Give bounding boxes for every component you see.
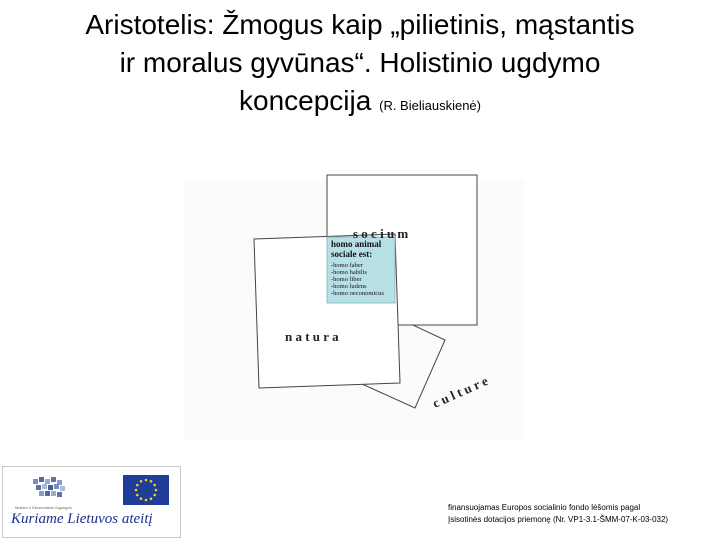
eu-flag-icon <box>123 475 169 505</box>
homo-list-item-1: -homo faber <box>331 262 363 269</box>
holistic-diagram <box>185 170 525 440</box>
homo-list-item-2: -homo habilis <box>331 269 367 276</box>
title-line-3 <box>0 82 720 125</box>
homo-list-item-3: -homo liber <box>331 276 362 283</box>
culture-label: c u l t u r e <box>430 373 491 411</box>
mosaic-emblem-icon <box>33 477 65 497</box>
homo-list-item-5: -homo oeconomicus <box>331 290 384 297</box>
natura-label: n a t u r a <box>285 329 339 344</box>
homo-list-item-4: -homo ludens <box>331 283 367 290</box>
project-logo <box>2 466 181 538</box>
socium-label: s o c i u m <box>353 226 409 241</box>
funding-note <box>448 502 718 526</box>
homo-box-title-1: homo animal <box>331 239 382 249</box>
logo-org-text: Mokslo ir Ekonomikos Sąjungos <box>15 505 72 510</box>
funding-line-1: finansuojamas Europos socialinio fondo lėšomis pagal <box>448 503 641 512</box>
logo-slogan: Kuriame Lietuvos ateitį <box>11 511 153 527</box>
title-line-1: Aristotelis: Žmogus kaip „pilietinis, mąstantis <box>85 9 635 40</box>
title-line-2: ir moralus gyvūnas“. Holistinio ugdymo <box>119 47 601 78</box>
page-title <box>0 6 720 125</box>
logo-graphics <box>3 467 182 539</box>
title-line-3-text: koncepcija <box>239 85 372 116</box>
author-note: (R. Bieliauskienė) <box>379 98 481 113</box>
funding-line-2: Įsisotinės dotacijos priemonę (Nr. VP1-3.1-ŠMM-07-K-03-032) <box>448 515 669 524</box>
homo-box-title-2: sociale est: <box>331 249 373 259</box>
